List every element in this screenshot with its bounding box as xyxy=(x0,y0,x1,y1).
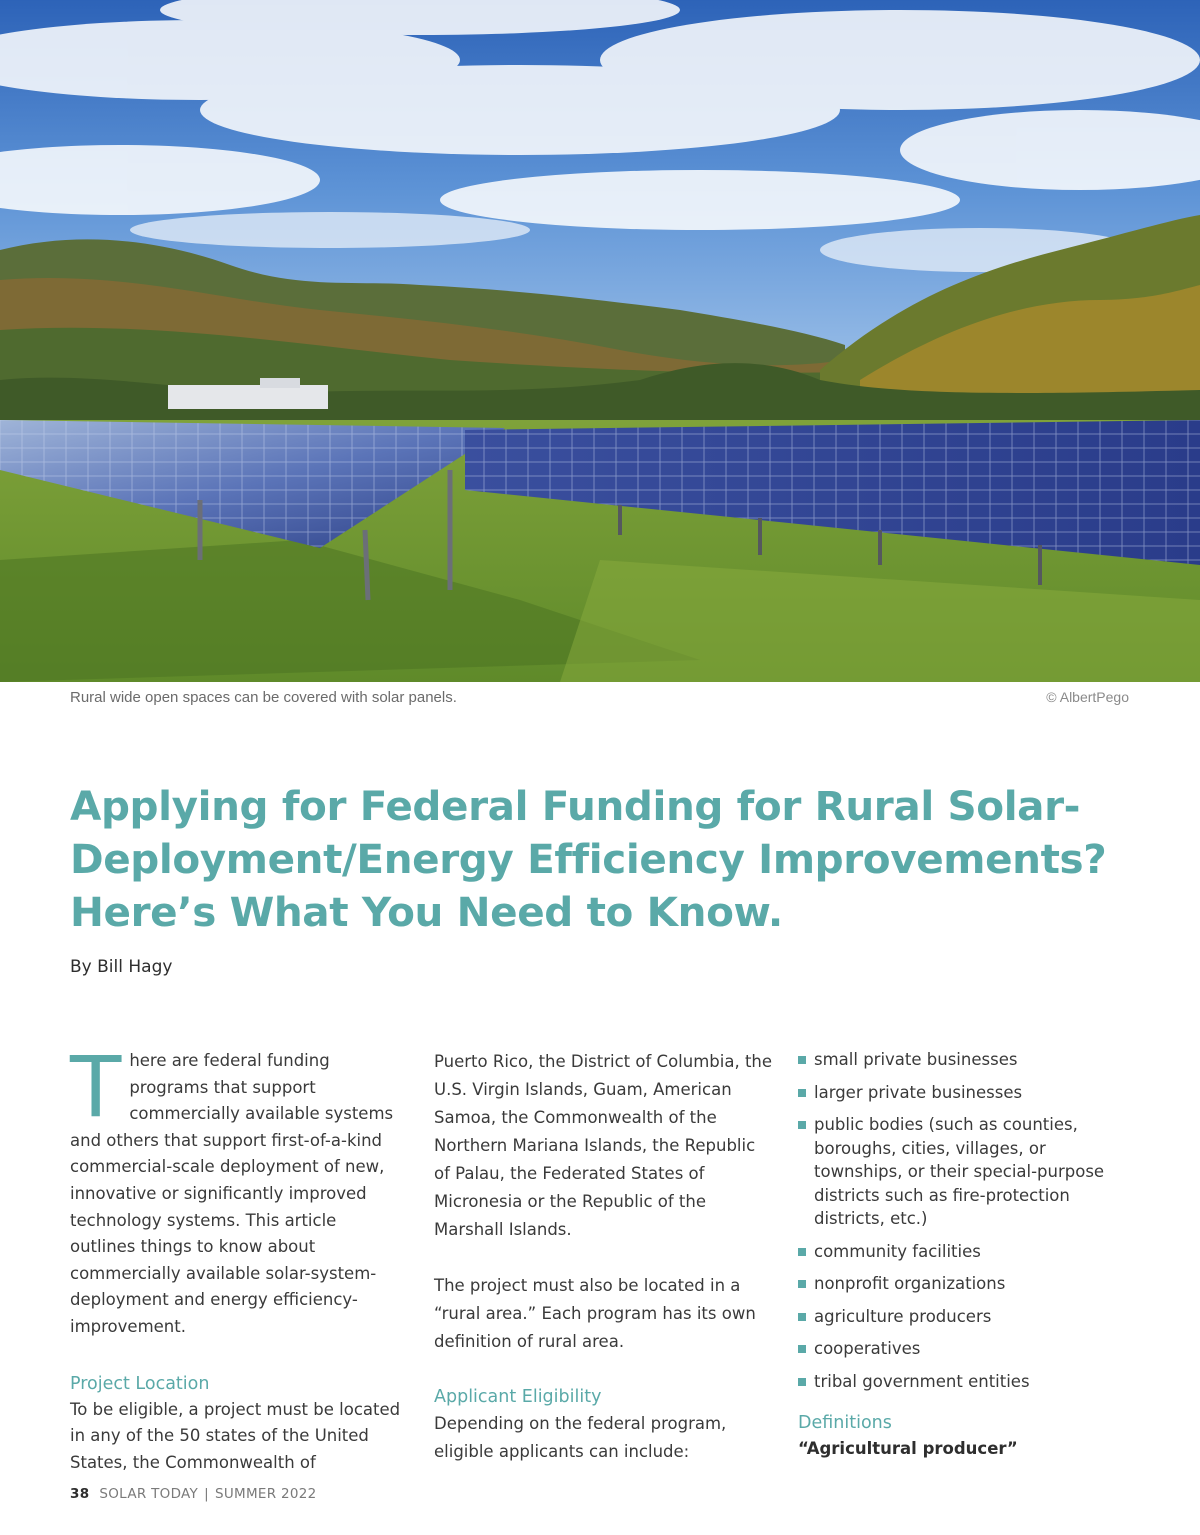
hero-photo xyxy=(0,0,1200,682)
column-2 xyxy=(434,1048,774,1466)
list-item xyxy=(798,1048,1138,1072)
definition-term: “Agricultural producer” xyxy=(798,1439,1018,1458)
drop-cap: T xyxy=(70,1038,122,1136)
bullet-square-icon xyxy=(798,1089,806,1097)
page-footer xyxy=(70,1486,317,1502)
subhead-definitions: Definitions xyxy=(798,1413,892,1433)
list-item xyxy=(798,1337,1138,1361)
issue-label: SUMMER 2022 xyxy=(214,1486,317,1502)
footer-separator: | xyxy=(204,1486,209,1502)
article-title-line-1: Applying for Federal Funding for Rural Solar- xyxy=(70,782,1081,830)
list-item xyxy=(798,1272,1138,1296)
article-title-line-3: Here’s What You Need to Know. xyxy=(70,888,783,936)
bullet-square-icon xyxy=(798,1121,806,1129)
list-item xyxy=(798,1240,1138,1264)
list-item xyxy=(798,1370,1138,1394)
bullet-square-icon xyxy=(798,1378,806,1386)
list-item-text: larger private businesses xyxy=(814,1082,1023,1102)
intro-paragraph xyxy=(70,1038,406,1341)
eligible-applicants-list xyxy=(798,1048,1138,1393)
photo-caption: Rural wide open spaces can be covered with solar panels. xyxy=(70,689,457,706)
column-3 xyxy=(798,1048,1138,1462)
location-paragraph-part-2: Puerto Rico, the District of Columbia, the U.S. Virgin Islands, Guam, American Samoa, the Commonwealth of the Northern Mariana Islands, the Republic of Palau, the Federated States of Micronesia or the Republic of the Marshall Islands. xyxy=(434,1052,773,1239)
article-title xyxy=(70,780,1150,939)
bullet-square-icon xyxy=(798,1313,806,1321)
list-item xyxy=(798,1113,1138,1231)
bullet-square-icon xyxy=(798,1056,806,1064)
bullet-square-icon xyxy=(798,1248,806,1256)
intro-text: here are federal funding programs that support commercially available systems and others that support first-of-a-kind commercial-scale deployment of new, innovative or significantly improved technology systems. This article outlines things to know about commercially available solar-system-deployment and energy efficiency-improvement. xyxy=(70,1051,394,1336)
list-item-text: small private businesses xyxy=(814,1050,1018,1069)
rural-area-paragraph: The project must also be located in a “rural area.” Each program has its own definition of rural area. xyxy=(434,1276,756,1351)
location-paragraph-part-1: To be eligible, a project must be located in any of the 50 states of the United States, the Commonwealth of xyxy=(70,1399,401,1472)
list-item-text: community facilities xyxy=(814,1241,981,1261)
column-1 xyxy=(70,1038,406,1476)
byline: By Bill Hagy xyxy=(70,957,173,977)
list-item-text: cooperatives xyxy=(814,1339,921,1358)
article-title-line-2: Deployment/Energy Efficiency Improvements? xyxy=(70,835,1107,883)
bullet-square-icon xyxy=(798,1345,806,1353)
page-number: 38 xyxy=(70,1486,90,1502)
subhead-project-location: Project Location xyxy=(70,1373,210,1394)
bullet-square-icon xyxy=(798,1280,806,1288)
list-item-text: agriculture producers xyxy=(814,1306,992,1326)
publication-name: SOLAR TODAY xyxy=(99,1486,199,1502)
list-item-text: tribal government entities xyxy=(814,1371,1030,1391)
list-item-text: public bodies (such as counties, boroughs, cities, villages, or townships, or their special-purpose districts such as fire-protection districts, etc.) xyxy=(814,1115,1105,1228)
photo-credit: © AlbertPego xyxy=(1046,689,1129,705)
subhead-applicant-eligibility: Applicant Eligibility xyxy=(434,1387,602,1407)
list-item xyxy=(798,1305,1138,1329)
eligibility-paragraph: Depending on the federal program, eligible applicants can include: xyxy=(434,1414,727,1461)
list-item xyxy=(798,1081,1138,1105)
list-item-text: nonprofit organizations xyxy=(814,1274,1006,1293)
